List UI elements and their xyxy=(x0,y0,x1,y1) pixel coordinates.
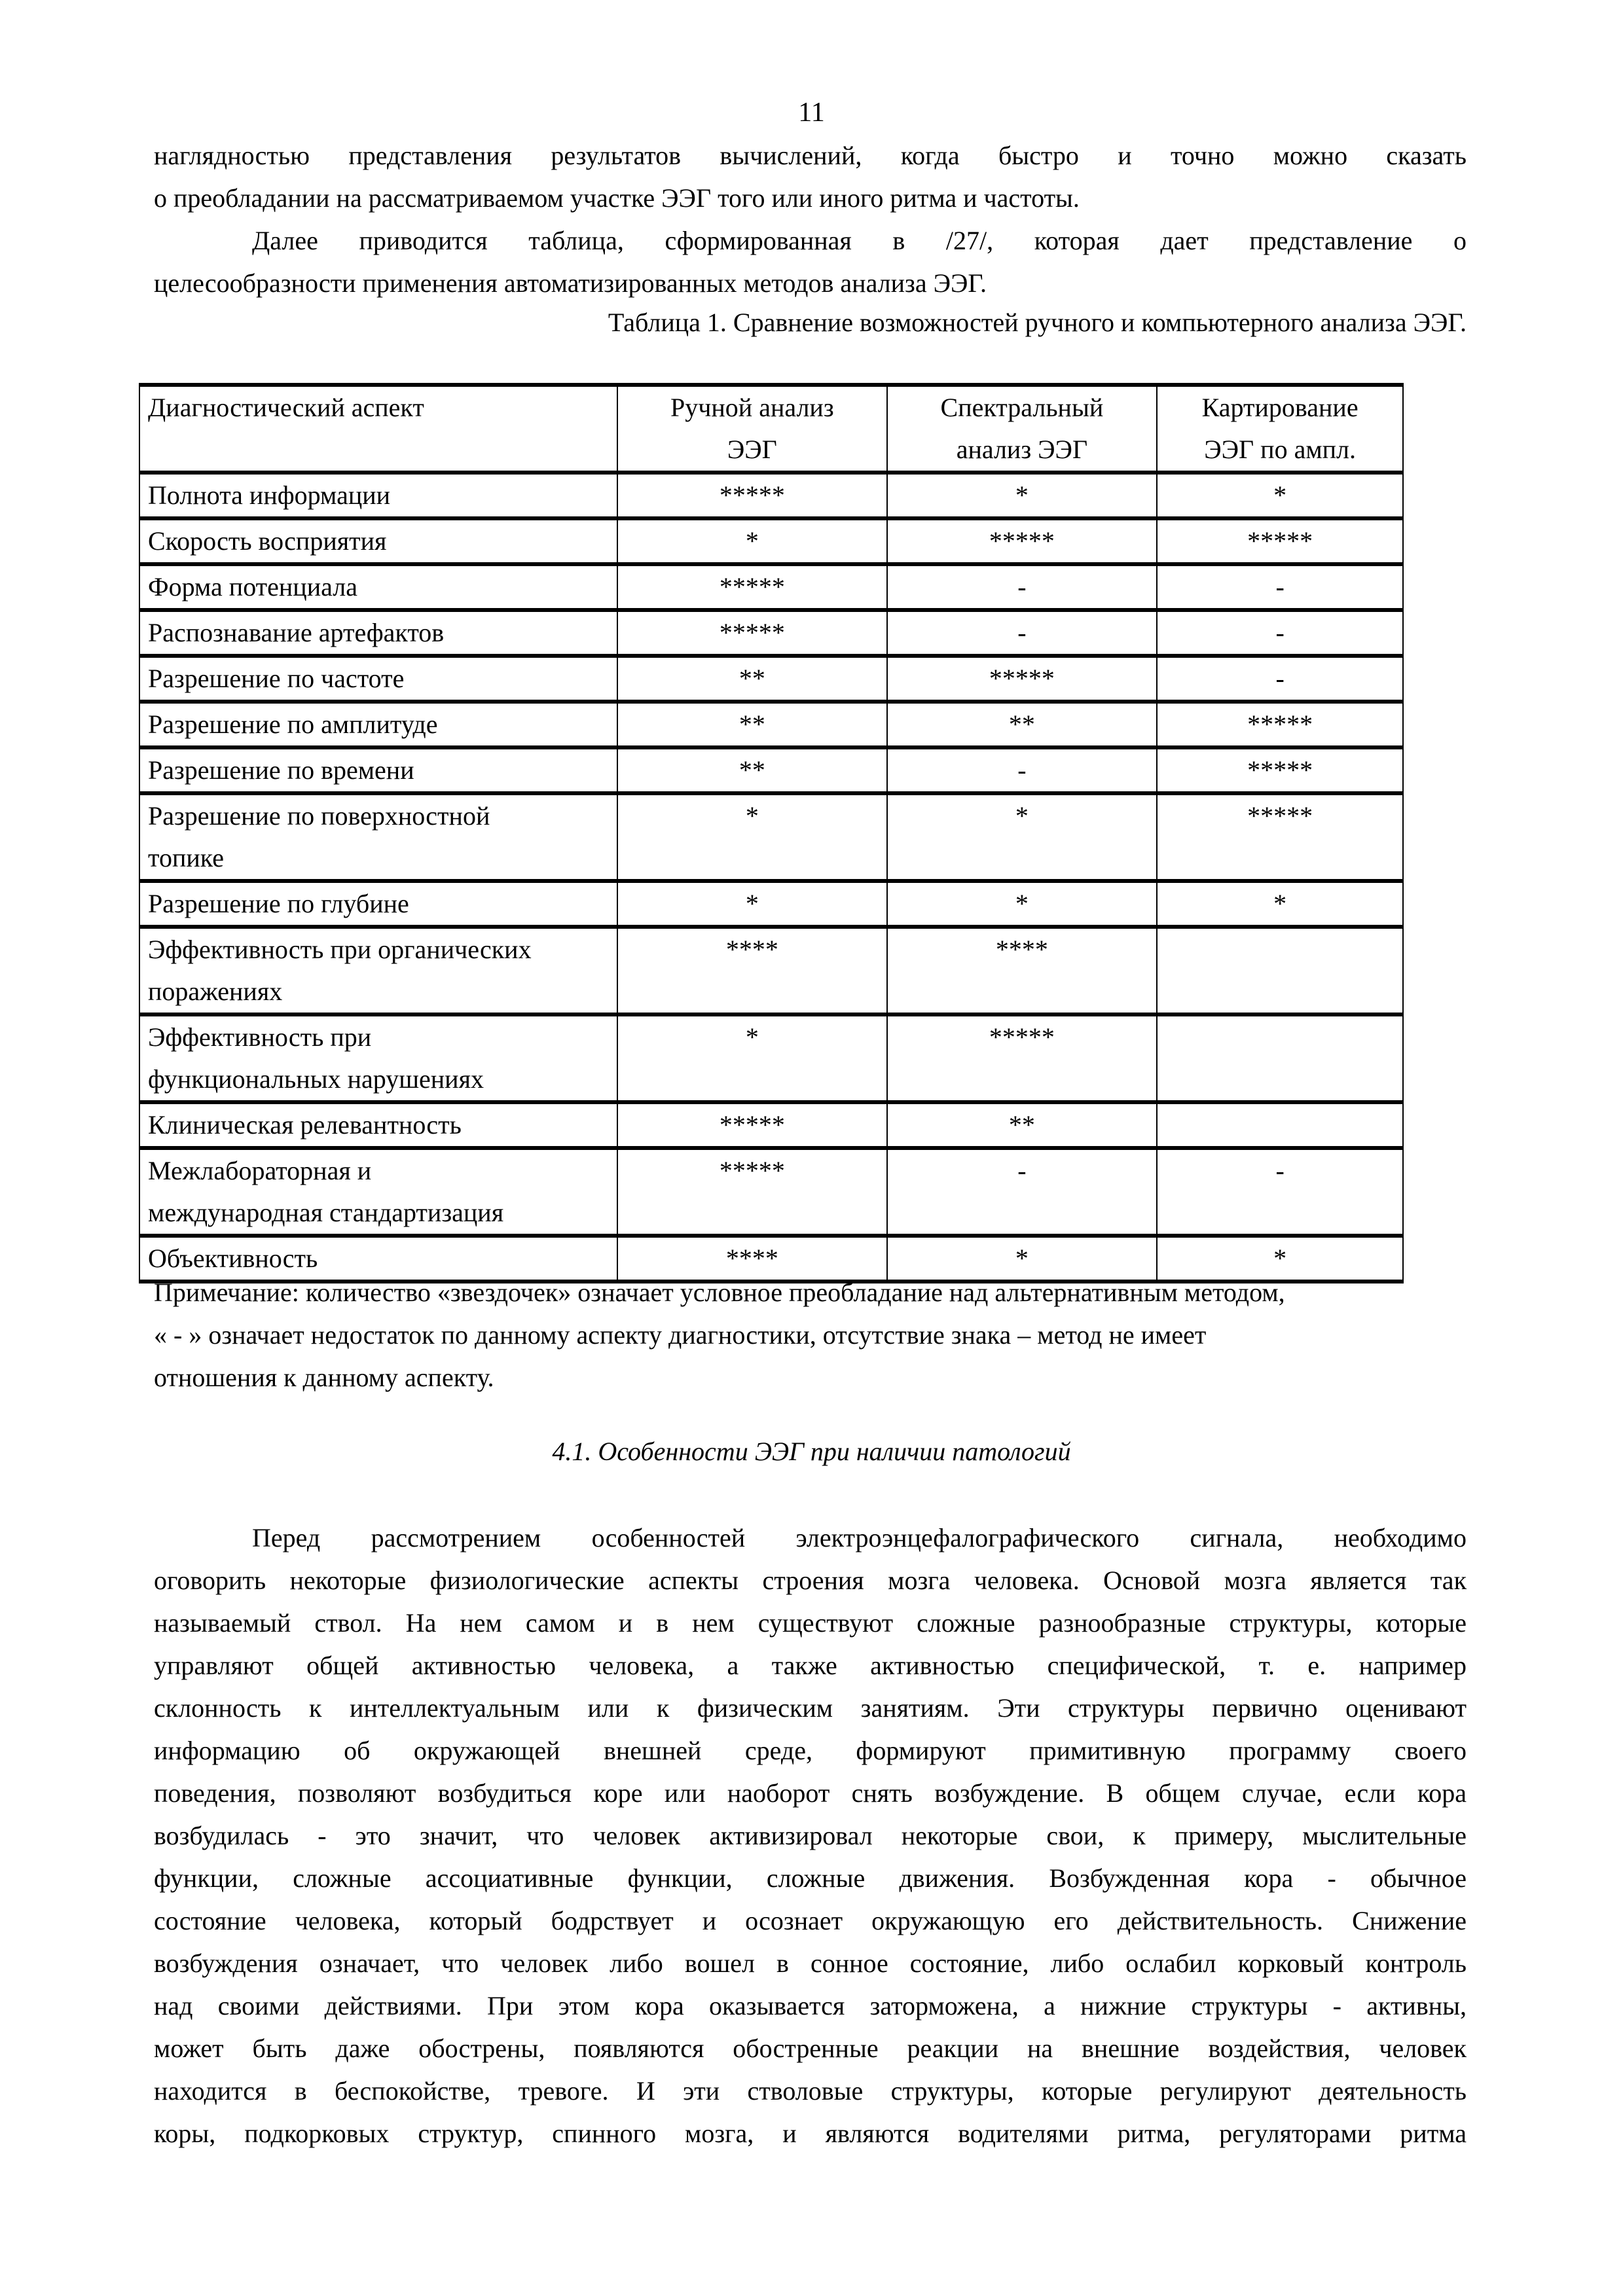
text-line: возбуждения означает, что человек либо вошел в сонное состояние, либо ослабил корковый контроль xyxy=(154,1948,1467,1978)
intro-paragraph-1 xyxy=(154,134,1467,219)
cell-manual: ** xyxy=(617,747,886,793)
table-row xyxy=(139,564,1403,610)
table-row xyxy=(139,702,1403,747)
table-row xyxy=(139,747,1403,793)
header-text: анализ ЭЭГ xyxy=(956,435,1088,464)
aspect-text: Разрешение по частоте xyxy=(148,664,405,693)
cell-spectral: * xyxy=(887,881,1158,927)
note-line: « - » означает недостаток по данному аспекту диагностики, отсутствие знака – метод не имеет xyxy=(154,1320,1207,1350)
aspect-text: Форма потенциала xyxy=(148,572,357,601)
header-text: ЭЭГ по ампл. xyxy=(1204,435,1356,464)
cell-manual: **** xyxy=(617,1236,886,1282)
cell-aspect xyxy=(139,927,617,1014)
aspect-text: Скорость восприятия xyxy=(148,526,387,556)
table-row xyxy=(139,1102,1403,1148)
cell-mapping: * xyxy=(1157,881,1403,927)
cell-spectral: ** xyxy=(887,702,1158,747)
text-line: оговорить некоторые физиологические аспекты строения мозга человека. Основой мозга является так xyxy=(154,1566,1467,1595)
text-line: коры, подкорковых структур, спинного мозга, и являются водителями ритма, регуляторами ритма xyxy=(154,2119,1467,2148)
header-diagnostic-aspect xyxy=(139,385,617,473)
cell-aspect xyxy=(139,1102,617,1148)
cell-manual: * xyxy=(617,881,886,927)
table-caption: Таблица 1. Сравнение возможностей ручного и компьютерного анализа ЭЭГ. xyxy=(608,308,1467,337)
aspect-text: Эффективность при xyxy=(148,1022,372,1052)
aspect-text: Объективность xyxy=(148,1244,318,1273)
body-paragraph xyxy=(154,1516,1467,2155)
cell-aspect xyxy=(139,1148,617,1236)
cell-spectral: ** xyxy=(887,1102,1158,1148)
cell-manual: **** xyxy=(617,927,886,1014)
aspect-text: Распознавание артефактов xyxy=(148,618,445,647)
table-body xyxy=(139,473,1403,1282)
cell-mapping xyxy=(1157,1014,1403,1102)
page-number: 11 xyxy=(798,98,825,128)
header-spectral-analysis xyxy=(887,385,1158,473)
text-line: склонность к интеллектуальным или к физическим занятиям. Эти структуры первично оценивают xyxy=(154,1693,1467,1723)
aspect-text: Межлабораторная и xyxy=(148,1156,372,1185)
cell-manual: ***** xyxy=(617,473,886,518)
cell-spectral: - xyxy=(887,747,1158,793)
text-line: управляют общей активностью человека, а также активностью специфической, т. е. например xyxy=(154,1651,1467,1680)
text-line: информацию об окружающей внешней среде, формируют примитивную программу своего xyxy=(154,1736,1467,1765)
table-row xyxy=(139,881,1403,927)
comparison-table xyxy=(139,383,1404,1283)
cell-manual: * xyxy=(617,793,886,881)
cell-aspect xyxy=(139,1014,617,1102)
table-row xyxy=(139,1148,1403,1236)
text-line: состояние человека, который бодрствует и осознает окружающую его действительность. Снижение xyxy=(154,1906,1467,1935)
header-text: Диагностический аспект xyxy=(148,393,424,422)
aspect-text: Разрешение по поверхностной xyxy=(148,801,490,831)
text-line: Далее приводится таблица, сформированная в /27/, которая дает представление о xyxy=(252,226,1467,255)
cell-spectral: * xyxy=(887,1236,1158,1282)
aspect-text: международная стандартизация xyxy=(148,1198,504,1227)
cell-aspect xyxy=(139,473,617,518)
cell-manual: ** xyxy=(617,702,886,747)
text-line: функции, сложные ассоциативные функции, сложные движения. Возбужденная кора - обычное xyxy=(154,1863,1467,1893)
cell-spectral: - xyxy=(887,1148,1158,1236)
table-row xyxy=(139,656,1403,702)
text-line: о преобладании на рассматриваемом участке ЭЭГ того или иного ритма и частоты. xyxy=(154,183,1080,213)
table-row xyxy=(139,927,1403,1014)
cell-mapping xyxy=(1157,927,1403,1014)
table-row xyxy=(139,518,1403,564)
aspect-text: Клиническая релевантность xyxy=(148,1110,462,1139)
cell-manual: * xyxy=(617,518,886,564)
text-line: поведения, позволяют возбудиться коре или наоборот снять возбуждение. В общем случае, если кора xyxy=(154,1778,1467,1808)
text-line: над своими действиями. При этом кора оказывается заторможена, а нижние структуры - активны, xyxy=(154,1991,1467,2020)
cell-mapping: ***** xyxy=(1157,793,1403,881)
text-line: называемый ствол. На нем самом и в нем существуют сложные разнообразные структуры, которые xyxy=(154,1608,1467,1638)
cell-aspect xyxy=(139,702,617,747)
aspect-text: функциональных нарушениях xyxy=(148,1064,484,1094)
intro-paragraph-2 xyxy=(154,219,1467,304)
cell-aspect xyxy=(139,881,617,927)
aspect-text: Полнота информации xyxy=(148,480,391,510)
text-line: может быть даже обострены, появляются обостренные реакции на внешние воздействия, человек xyxy=(154,2034,1467,2063)
table-note xyxy=(154,1271,1467,1399)
aspect-text: Разрешение по амплитуде xyxy=(148,709,438,739)
cell-manual: ***** xyxy=(617,1148,886,1236)
cell-manual: ***** xyxy=(617,1102,886,1148)
cell-mapping: ***** xyxy=(1157,518,1403,564)
table-row xyxy=(139,473,1403,518)
text-line: возбудилась - это значит, что человек активизировал некоторые свои, к примеру, мыслительные xyxy=(154,1821,1467,1850)
cell-mapping: - xyxy=(1157,610,1403,656)
header-text: Картирование xyxy=(1201,393,1359,422)
aspect-text: Эффективность при органических xyxy=(148,935,532,964)
aspect-text: топике xyxy=(148,843,224,872)
cell-aspect xyxy=(139,564,617,610)
cell-manual: ***** xyxy=(617,610,886,656)
cell-manual: * xyxy=(617,1014,886,1102)
cell-mapping: * xyxy=(1157,1236,1403,1282)
text-line: целесообразности применения автоматизированных методов анализа ЭЭГ. xyxy=(154,268,987,298)
aspect-text: Разрешение по времени xyxy=(148,755,414,785)
cell-mapping: * xyxy=(1157,473,1403,518)
header-text: Спектральный xyxy=(940,393,1104,422)
text-line: Перед рассмотрением особенностей электроэнцефалографического сигнала, необходимо xyxy=(252,1523,1467,1552)
header-amplitude-mapping xyxy=(1157,385,1403,473)
cell-manual: ***** xyxy=(617,564,886,610)
cell-mapping: - xyxy=(1157,1148,1403,1236)
cell-aspect xyxy=(139,793,617,881)
cell-spectral: * xyxy=(887,473,1158,518)
header-manual-analysis xyxy=(617,385,886,473)
cell-spectral: ***** xyxy=(887,656,1158,702)
text-line: наглядностью представления результатов вычислений, когда быстро и точно можно сказать xyxy=(154,141,1467,170)
header-text: Ручной анализ xyxy=(670,393,834,422)
note-line: Примечание: количество «звездочек» означает условное преобладание над альтернативным методом, xyxy=(154,1278,1285,1307)
cell-mapping: - xyxy=(1157,656,1403,702)
note-line: отношения к данному аспекту. xyxy=(154,1363,494,1392)
cell-aspect xyxy=(139,747,617,793)
cell-mapping: ***** xyxy=(1157,747,1403,793)
table-row xyxy=(139,1014,1403,1102)
section-heading: 4.1. Особенности ЭЭГ при наличии патологий xyxy=(552,1437,1071,1466)
cell-spectral: ***** xyxy=(887,1014,1158,1102)
aspect-text: поражениях xyxy=(148,977,283,1006)
cell-aspect xyxy=(139,518,617,564)
aspect-text: Разрешение по глубине xyxy=(148,889,409,918)
cell-mapping xyxy=(1157,1102,1403,1148)
cell-spectral: * xyxy=(887,793,1158,881)
cell-aspect xyxy=(139,610,617,656)
text-line: находится в беспокойстве, тревоге. И эти стволовые структуры, которые регулируют деятельность xyxy=(154,2076,1467,2106)
table-row xyxy=(139,610,1403,656)
header-text: ЭЭГ xyxy=(727,435,777,464)
cell-spectral: ***** xyxy=(887,518,1158,564)
cell-spectral: - xyxy=(887,564,1158,610)
cell-manual: ** xyxy=(617,656,886,702)
table-row xyxy=(139,793,1403,881)
cell-spectral: **** xyxy=(887,927,1158,1014)
cell-spectral: - xyxy=(887,610,1158,656)
cell-aspect xyxy=(139,656,617,702)
cell-mapping: ***** xyxy=(1157,702,1403,747)
table-header-row xyxy=(139,385,1403,473)
cell-mapping: - xyxy=(1157,564,1403,610)
